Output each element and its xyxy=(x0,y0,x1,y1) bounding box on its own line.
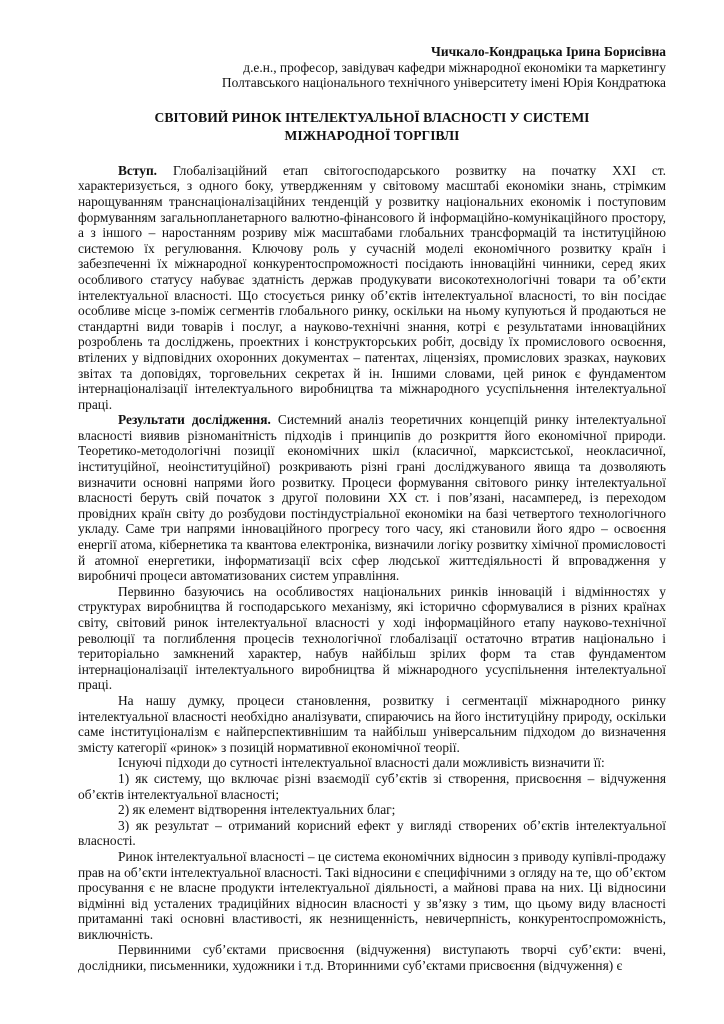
list-item: 3) як результат – отриманий корисний ефект у вигляді створених об’єктів інтелектуальної власності. xyxy=(78,817,666,849)
document-page xyxy=(78,44,666,974)
author-position: д.е.н., професор, завідувач кафедри міжнародної економіки та маркетингу xyxy=(243,59,666,75)
author-block xyxy=(78,44,666,91)
paragraph-results xyxy=(78,412,666,584)
paragraph-introduction xyxy=(78,163,666,413)
section-lead-introduction: Вступ. xyxy=(118,162,158,178)
paragraph: На нашу думку, процеси становлення, розвитку і сегментації міжнародного ринку інтелектуальної власності необхідно аналізувати, спираючись на його інституційну природу, оскільки саме інституціоналізм є найперспективнішим та найбільш універсальним підходом до визначення змісту категорії «ринок» з позицій нормативної економічної теорії. xyxy=(78,692,666,755)
author-name: Чичкало-Кондрацька Ірина Борисівна xyxy=(431,44,666,59)
title-line-1: СВІТОВИЙ РИНОК ІНТЕЛЕКТУАЛЬНОЇ ВЛАСНОСТІ У СИСТЕМІ xyxy=(154,109,590,125)
paper-body xyxy=(78,163,666,974)
paragraph: Ринок інтелектуальної власності – це система економічних відносин з приводу купівлі-продажу прав на об’єкти інтелектуальної власності. Такі відносини є специфічними з огляду на те, що об’єктом просування є не власне продукти інтелектуальної діяльності, а майнові права на них. Ці відносини відмінні від усталених традиційних відносин власності у зв’язку з тим, що цьому виду власності притаманні такі основні властивості, як незнищенність, невичерпність, конкурентоспроможність, виключність. xyxy=(78,848,666,942)
section-lead-results: Результати дослідження. xyxy=(118,412,271,428)
paragraph-text: Глобалізаційний етап світогосподарського розвитку на початку XXI ст. характеризується, з одного боку, утвердженням у світовому масштабі економіки знань, стрімким нарощуванням транснаціоналізаційних тенденцій у розвитку національних економік і поступовим формуванням загальнопланетарного валютно-фінансового й інформаційно-комунікаційного простору, а з іншого – наростанням розриву між масштабами глобальних трансформацій та інституційною системою їх регулювання. Ключову роль у сучасній моделі економічного розвитку країн і забезпеченні їх міжнародної конкурентоспроможності посідають інноваційні чинники, серед яких особливого статусу набуває здатність держав продукувати високотехнологічні товари та об’єкти інтелектуальної власності. Що стосується ринку об’єктів інтелектуальної власності, то він посідає особливе місце з-поміж сегментів глобального ринку, оскільки на ньому купуються й продаються не стандартні види товарів і послуг, а науково-технічні знання, котрі є результатами інноваційних розроблень та досліджень, проектних і конструкторських робіт, досвіду їх промислового освоєння, втілених у відповідних охоронних документах – патентах, ліцензіях, промислових зразках, наукових звітах та доповідях, торговельних секретах й ін. Іншими словами, цей ринок є фундаментом інтернаціоналізації інтелектуального виробництва та міжнародного усуспільнення інтелектуальної праці. xyxy=(78,162,666,412)
title-line-2: МІЖНАРОДНОЇ ТОРГІВЛІ xyxy=(284,127,460,143)
paper-title xyxy=(78,109,666,145)
list-item: 2) як елемент відтворення інтелектуальних благ; xyxy=(118,802,396,818)
paragraph-text: Системний аналіз теоретичних концепцій ринку інтелектуальної власності виявив різноманітність підходів і принципів до розкриття його економічної природи. Теоретико-методологічні позиції економічних шкіл (класичної, марксистської, неокласичної, інституційної, неоінституційної) розкривають різні грані досліджуваного явища та дозволяють визначити основні напрями його розвитку. Процеси формування світового ринку інтелектуальної власності беруть свій початок з другої половини XX ст. і пов’язані, насамперед, із переходом провідних країн світу до розбудови постіндустріальної економіки на базі четвертого технологічного укладу. Саме три напрями інноваційного прогресу того часу, які становили його ядро – освоєння енергії атома, кібернетика та квантова електроніка, визначили логіку розвитку хімічної промисловості й атомної енергетики, інформатизації всіх сфер людської життєдіяльності й впровадження у виробничі процеси автоматизованих систем управління. xyxy=(78,412,667,584)
list-item: 1) як систему, що включає різні взаємодії суб’єктів зі створення, присвоєння – відчуження об’єктів інтелектуальної власності; xyxy=(78,770,666,802)
author-affiliation: Полтавського національного технічного університету імені Юрія Кондратюка xyxy=(221,75,666,91)
paragraph: Первинно базуючись на особливостях національних ринків інновацій і відмінностях у структурах виробництва й господарського механізму, які історично сформувалися в різних країнах світу, світовий ринок інтелектуальної власності у ході інформаційного етапу науково-технічної революції та поглиблення процесів технологічної глобалізації остаточно втратив національно і територіально замкнений характер, набув найбільш зрілих форм та став фундаментом інтернаціоналізації інтелектуального виробництва й міжнародного усуспільнення інтелектуальної праці. xyxy=(78,583,666,693)
paragraph: Первинними суб’єктами присвоєння (відчуження) виступають творчі суб’єкти: вчені, дослідники, письменники, художники і т.д. Вторинними суб’єктами присвоєння (відчуження) є xyxy=(78,942,666,974)
paragraph: Існуючі підходи до сутності інтелектуальної власності дали можливість визначити її: xyxy=(118,755,605,771)
